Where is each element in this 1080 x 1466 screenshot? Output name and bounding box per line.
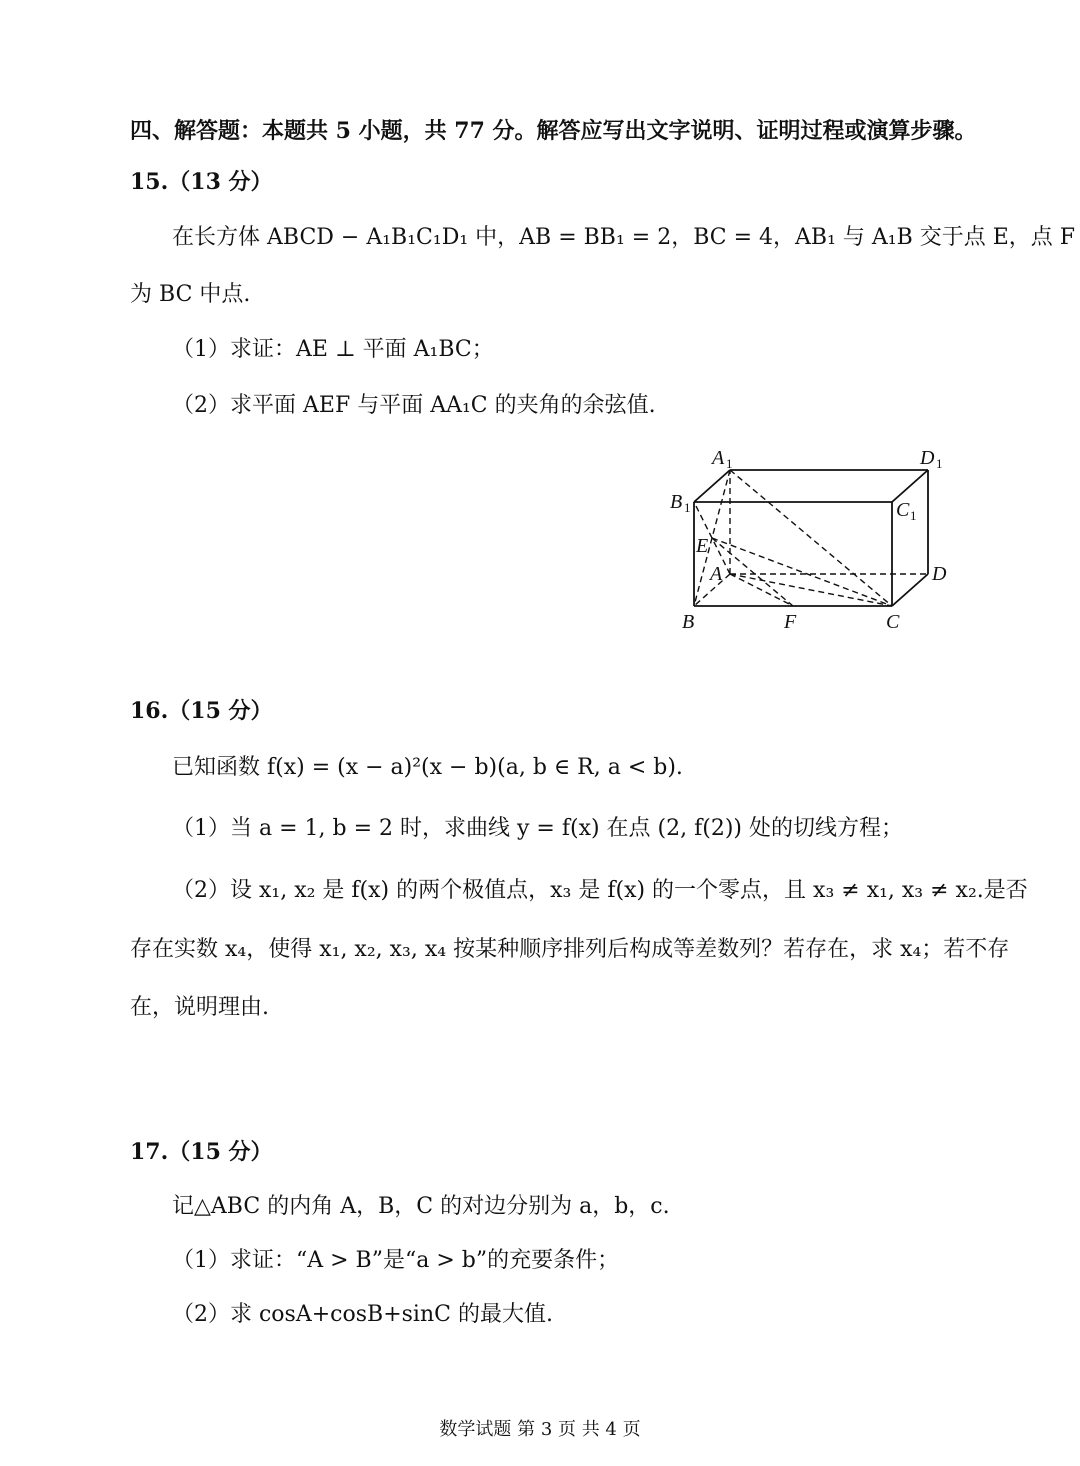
edge-B1-A1: [694, 470, 730, 502]
q15-header: 15.（13 分）: [130, 169, 273, 195]
label-A: A: [710, 563, 723, 585]
label-B1: B: [670, 491, 683, 513]
cuboid-figure: [660, 440, 960, 640]
q15-stem-line1: 在长方体 ABCD − A₁B₁C₁D₁ 中，AB = BB₁ = 2，BC = 4，AB₁ 与 A₁B 交于点 E，点 F: [172, 225, 1076, 250]
segment-A-C: [730, 574, 892, 606]
segment-E-C: [712, 538, 892, 606]
edge-C-D: [892, 574, 928, 606]
q15-part1: （1）求证：AE ⊥ 平面 A₁BC；: [172, 337, 494, 362]
q17-part1: （1）求证：“A > B”是“a > b”的充要条件；: [172, 1248, 620, 1273]
q15-stem-line2: 为 BC 中点.: [130, 282, 251, 307]
label-F: F: [784, 611, 797, 633]
label-B1-sub: 1: [684, 500, 691, 515]
segment-E-F: [712, 538, 793, 606]
q16-header: 16.（15 分）: [130, 698, 273, 724]
label-E: E: [696, 535, 709, 557]
q17-stem: 记△ABC 的内角 A，B，C 的对边分别为 a，b，c.: [172, 1194, 670, 1219]
q16-part2-line3: 在，说明理由.: [130, 995, 269, 1020]
edge-C1-D1: [892, 470, 928, 502]
page-footer: 数学试题 第 3 页 共 4 页: [439, 1419, 641, 1440]
q17-part2: （2）求 cosA+cosB+sinC 的最大值.: [172, 1302, 553, 1327]
q16-part1: （1）当 a = 1, b = 2 时，求曲线 y = f(x) 在点 (2, f(2)) 处的切线方程；: [172, 816, 903, 841]
q16-part2-line1: （2）设 x₁, x₂ 是 f(x) 的两个极值点，x₃ 是 f(x) 的一个零点，且 x₃ ≠ x₁, x₃ ≠ x₂.是否: [172, 878, 1028, 903]
label-D1: D: [920, 447, 935, 469]
section-header: 四、解答题：本题共 5 小题，共 77 分。解答应写出文字说明、证明过程或演算步骤。: [130, 118, 977, 144]
label-B: B: [682, 611, 695, 633]
label-C1-sub: 1: [910, 508, 917, 523]
q17-header: 17.（15 分）: [130, 1139, 273, 1165]
segment-A1-C: [730, 470, 892, 606]
q15-part2: （2）求平面 AEF 与平面 AA₁C 的夹角的余弦值.: [172, 393, 656, 418]
label-A1-sub: 1: [726, 456, 733, 471]
q16-part2-line2: 存在实数 x₄，使得 x₁, x₂, x₃, x₄ 按某种顺序排列后构成等差数列？若存在，求 x₄；若不存: [130, 937, 1010, 962]
label-C: C: [886, 611, 900, 633]
label-C1: C: [896, 499, 910, 521]
label-A1: A: [712, 447, 725, 469]
label-D: D: [932, 563, 947, 585]
label-D1-sub: 1: [936, 456, 943, 471]
q16-stem: 已知函数 f(x) = (x − a)²(x − b)(a, b ∈ R, a < b).: [172, 755, 683, 780]
